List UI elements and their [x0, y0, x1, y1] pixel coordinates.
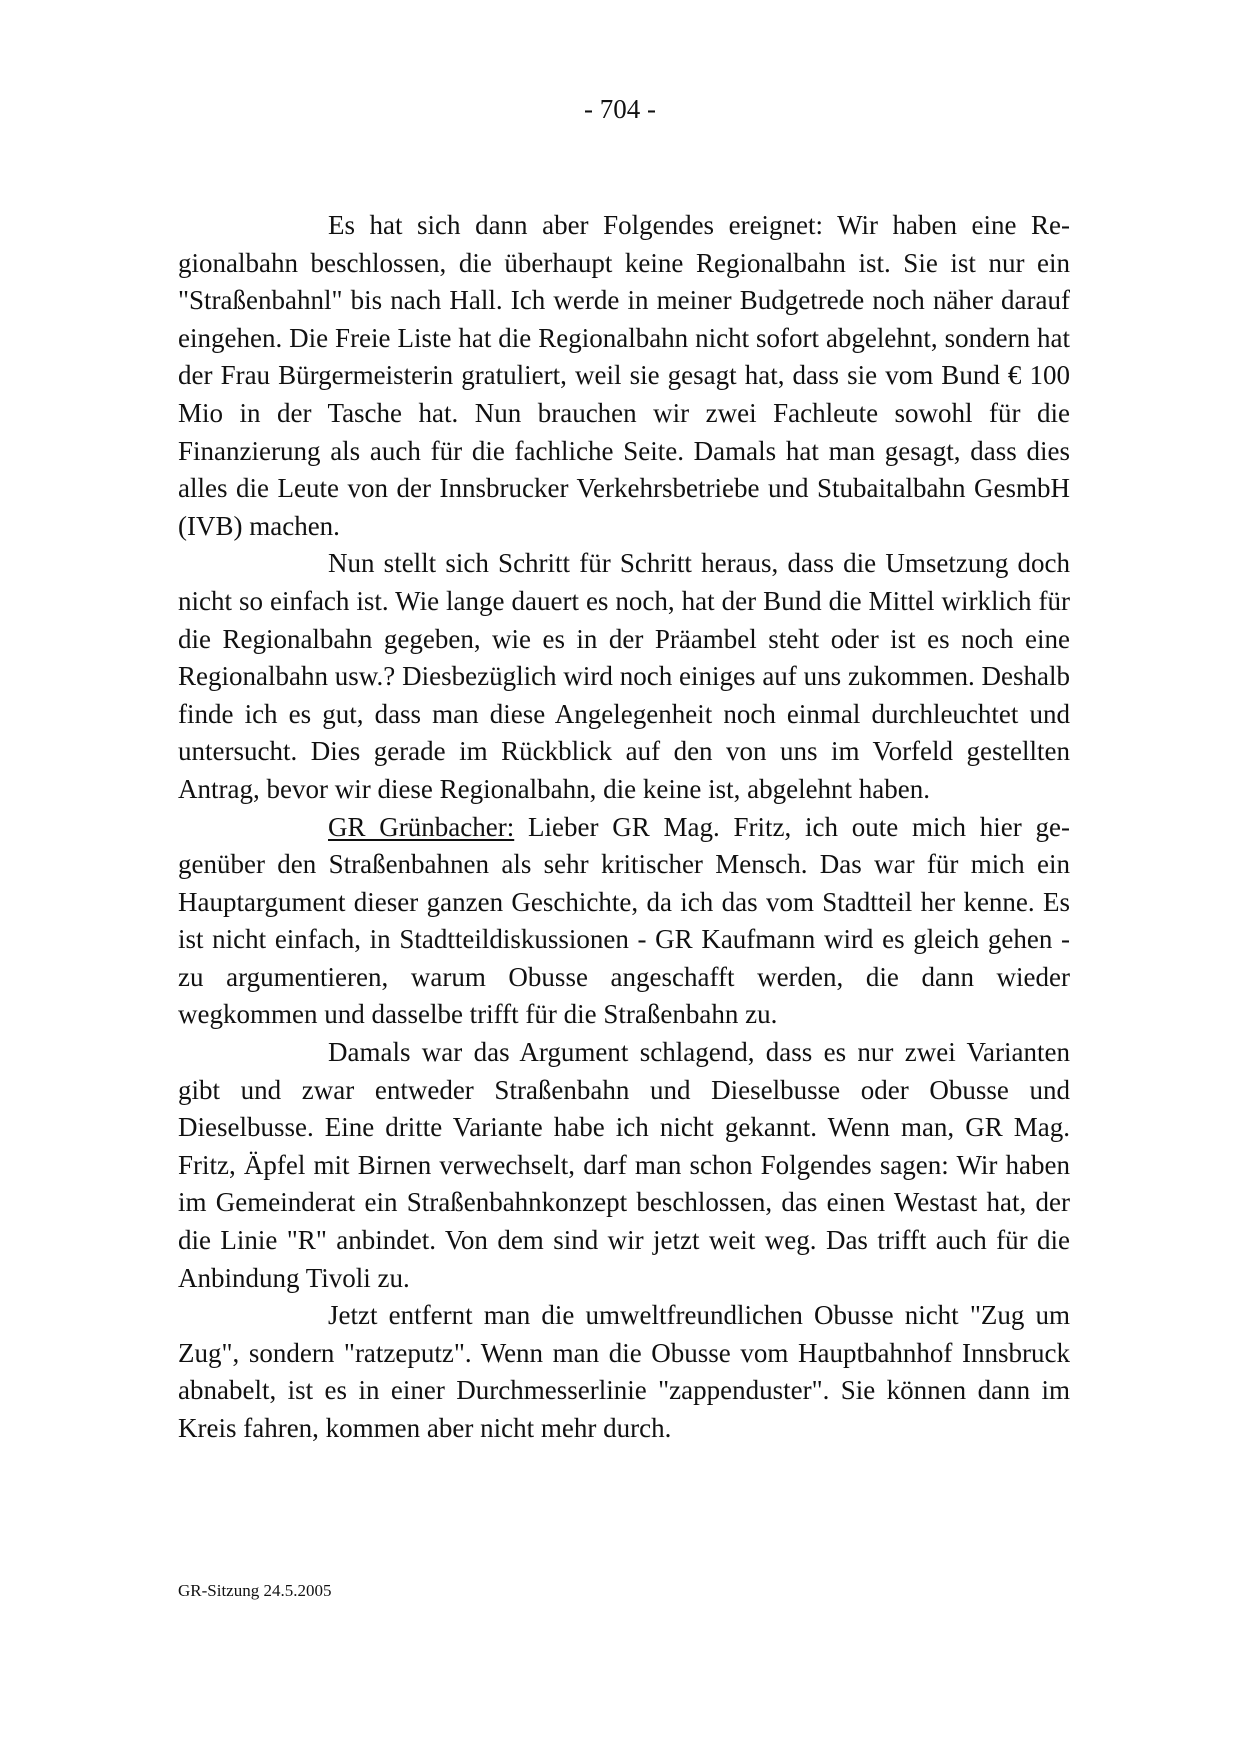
paragraph-4: Damals war das Argument schlagend, dass es nur zwei Varianten gibt und zwar entweder Straßenbahn und Dieselbusse oder Obusse und Dieselbusse. Eine dritte Variante habe ich nicht gekannt. Wenn man, GR Mag. Fritz, Äpfel mit Birnen verwechselt, darf man schon Folgendes sagen: Wir haben im Gemeinderat ein Straßenbahnkonzept beschlossen, das einen Westast hat, der die Linie "R" anbindet. Von dem sind wir jetzt weit weg. Das trifft auch für die Anbindung Tivoli zu. — [178, 1037, 1070, 1293]
speaker-name: GR Grünbacher: — [328, 811, 515, 842]
paragraph-2: Nun stellt sich Schritt für Schritt heraus, dass die Umsetzung doch nicht so einfach ist. Wie lange dauert es noch, hat der Bund die Mittel wirklich für die Regionalbahn gegeben, wie es in der Präambel steht oder ist es noch eine Regionalbahn usw.? Diesbezüglich wird noch einiges auf uns zukommen. Deshalb finde ich es gut, dass man diese Angelegenheit noch einmal durchleuchtet und untersucht. Dies gerade im Rückblick auf den von uns im Vorfeld gestellten Antrag, bevor wir diese Regionalbahn, die keine ist, abgelehnt haben. — [178, 548, 1070, 804]
footer-session-date: GR-Sitzung 24.5.2005 — [178, 1581, 332, 1600]
document-body — [178, 207, 1070, 1448]
paragraph-5: Jetzt entfernt man die umweltfreundlichen Obusse nicht "Zug um Zug", sondern "ratzeputz". Wenn man die Obusse vom Hauptbahnhof Innsbruck abnabelt, ist es in einer Durchmesserlinie "zappenduster". Sie können dann im Kreis fahren, kommen aber nicht mehr durch. — [178, 1300, 1070, 1443]
paragraph-3-text: Lieber GR Mag. Fritz, ich oute mich hier gegenüber den Straßenbahnen als sehr kritischer Mensch. Das war für mich ein Hauptargument dieser ganzen Geschichte, da ich das vom Stadtteil her kenne. Es ist nicht einfach, in Stadtteildiskussionen - GR Kaufmann wird es gleich gehen - zu argumentieren, warum Obusse angeschafft werden, die dann wieder wegkommen und dasselbe trifft für die Straßenbahn zu. — [178, 811, 1070, 1030]
page-number: - 704 - — [584, 94, 656, 124]
paragraph-1: Es hat sich dann aber Folgendes ereignet: Wir haben eine Regionalbahn beschlossen, die überhaupt keine Regionalbahn ist. Sie ist nur ein "Straßenbahnl" bis nach Hall. Ich werde in meiner Budgetrede noch näher darauf eingehen. Die Freie Liste hat die Regionalbahn nicht sofort abgelehnt, sondern hat der Frau Bürgermeisterin gratuliert, weil sie gesagt hat, dass sie vom Bund € 100 Mio in der Tasche hat. Nun brauchen wir zwei Fachleute sowohl für die Finanzierung als auch für die fachliche Seite. Damals hat man gesagt, dass dies alles die Leute von der Innsbrucker Verkehrsbetriebe und Stubaitalbahn GesmbH (IVB) machen. — [178, 210, 1070, 541]
paragraph-3 — [178, 809, 1070, 1035]
